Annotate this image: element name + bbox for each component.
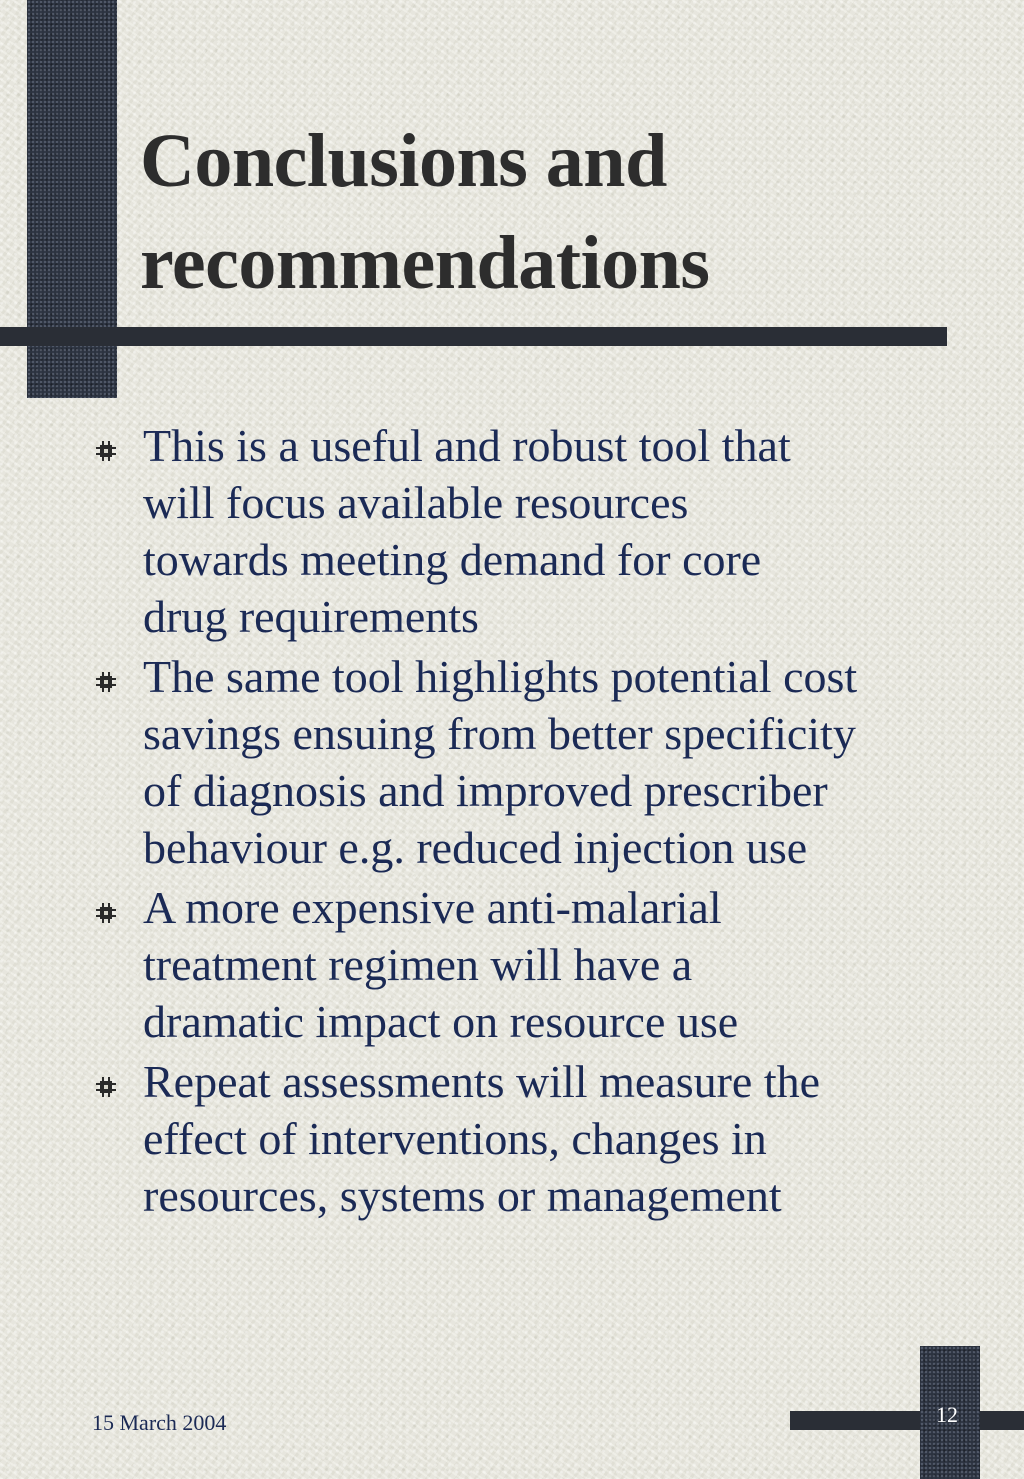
bullet-list	[90, 417, 990, 1227]
bullet-item-4	[90, 1053, 990, 1224]
title-line-1: Conclusions and	[140, 119, 667, 203]
bullet-2-line-1: The same tool highlights potential cost	[143, 651, 858, 702]
footer-rule-left	[790, 1411, 920, 1430]
footer-date: 15 March 2004	[92, 1410, 227, 1435]
hash-square-bullet-icon	[96, 1077, 116, 1097]
hash-square-bullet-icon	[96, 672, 116, 692]
bullet-4-line-1: Repeat assessments will measure the	[143, 1056, 821, 1107]
bullet-1-line-3: towards meeting demand for core	[143, 534, 762, 585]
bullet-item-1	[90, 417, 990, 645]
bullet-3-line-3: dramatic impact on resource use	[143, 996, 739, 1047]
title-divider-rule	[0, 327, 947, 346]
title-line-2: recommendations	[140, 221, 710, 305]
bullet-4-line-3: resources, systems or management	[143, 1170, 782, 1221]
bullet-1-line-4: drug requirements	[143, 591, 479, 642]
bullet-2-line-4: behaviour e.g. reduced injection use	[143, 822, 808, 873]
bullet-2-line-2: savings ensuing from better specificity	[143, 708, 856, 759]
footer-rule-right	[980, 1411, 1024, 1430]
hash-square-bullet-icon	[96, 903, 116, 923]
slide-title	[140, 110, 940, 314]
bullet-4-line-2: effect of interventions, changes in	[143, 1113, 767, 1164]
bullet-1-line-1: This is a useful and robust tool that	[143, 420, 791, 471]
bullet-1-line-2: will focus available resources	[143, 477, 689, 528]
bullet-item-3	[90, 879, 990, 1050]
bullet-3-line-1: A more expensive anti-malarial	[143, 882, 722, 933]
bullet-3-line-2: treatment regimen will have a	[143, 939, 693, 990]
page-number: 12	[936, 1402, 958, 1427]
bullet-item-2	[90, 648, 990, 876]
bullet-2-line-3: of diagnosis and improved prescriber	[143, 765, 828, 816]
hash-square-bullet-icon	[96, 441, 116, 461]
